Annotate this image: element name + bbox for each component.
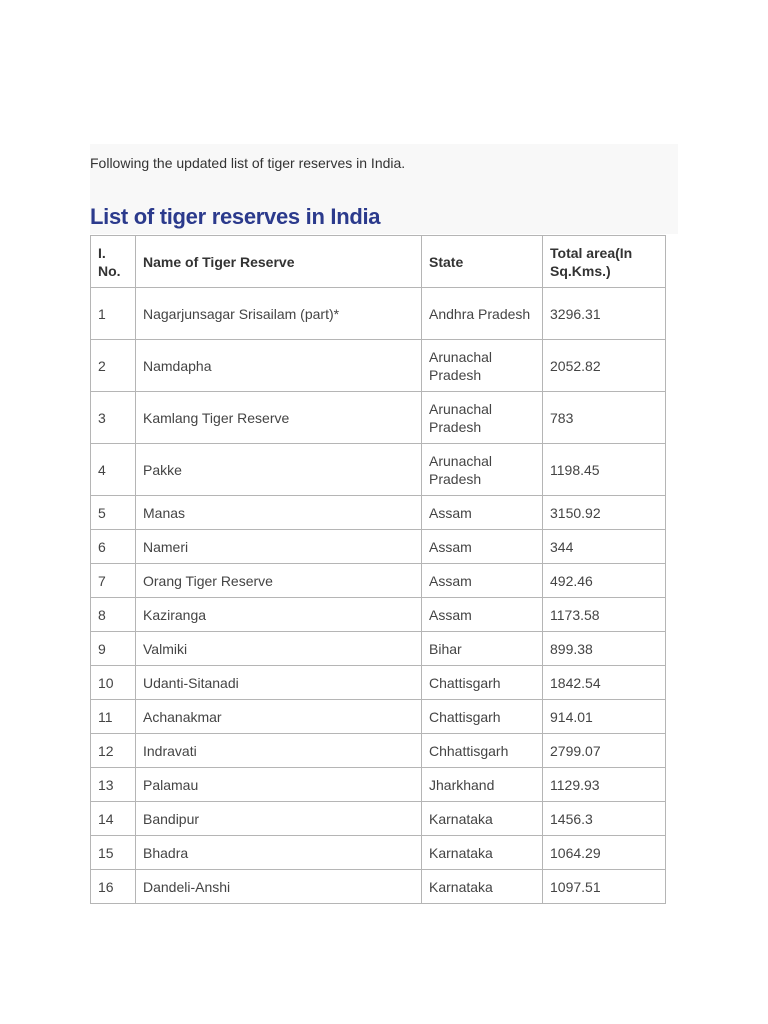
cell-serial-no: 7: [91, 564, 136, 598]
table-header-row: [91, 236, 666, 288]
cell-reserve-name: Orang Tiger Reserve: [136, 564, 422, 598]
table-row: [91, 802, 666, 836]
cell-total-area: 2052.82: [543, 340, 666, 392]
table-row: [91, 870, 666, 904]
cell-state: Assam: [422, 564, 543, 598]
cell-serial-no: 14: [91, 802, 136, 836]
cell-total-area: 783: [543, 392, 666, 444]
table-row: [91, 392, 666, 444]
cell-total-area: 3150.92: [543, 496, 666, 530]
header-serial-no: I. No.: [91, 236, 136, 288]
cell-serial-no: 5: [91, 496, 136, 530]
cell-reserve-name: Namdapha: [136, 340, 422, 392]
table-row: [91, 836, 666, 870]
table-row: [91, 564, 666, 598]
cell-total-area: 1064.29: [543, 836, 666, 870]
cell-serial-no: 8: [91, 598, 136, 632]
cell-state: Jharkhand: [422, 768, 543, 802]
page-title: List of tiger reserves in India: [90, 204, 381, 229]
table-row: [91, 598, 666, 632]
cell-state: Andhra Pradesh: [422, 288, 543, 340]
table-row: [91, 700, 666, 734]
cell-serial-no: 2: [91, 340, 136, 392]
cell-reserve-name: Indravati: [136, 734, 422, 768]
cell-reserve-name: Valmiki: [136, 632, 422, 666]
header-state: State: [422, 236, 543, 288]
cell-serial-no: 13: [91, 768, 136, 802]
cell-total-area: 914.01: [543, 700, 666, 734]
cell-total-area: 899.38: [543, 632, 666, 666]
table-row: [91, 496, 666, 530]
cell-reserve-name: Nameri: [136, 530, 422, 564]
cell-total-area: 1129.93: [543, 768, 666, 802]
cell-state: Chhattisgarh: [422, 734, 543, 768]
cell-total-area: 1842.54: [543, 666, 666, 700]
cell-total-area: 1173.58: [543, 598, 666, 632]
cell-serial-no: 16: [91, 870, 136, 904]
cell-state: Assam: [422, 598, 543, 632]
cell-serial-no: 6: [91, 530, 136, 564]
table-row: [91, 530, 666, 564]
cell-total-area: 492.46: [543, 564, 666, 598]
cell-serial-no: 12: [91, 734, 136, 768]
cell-state: Karnataka: [422, 802, 543, 836]
cell-serial-no: 11: [91, 700, 136, 734]
cell-serial-no: 10: [91, 666, 136, 700]
cell-serial-no: 9: [91, 632, 136, 666]
table-body: [91, 288, 666, 904]
cell-total-area: 1456.3: [543, 802, 666, 836]
cell-reserve-name: Palamau: [136, 768, 422, 802]
cell-state: Assam: [422, 530, 543, 564]
cell-reserve-name: Kamlang Tiger Reserve: [136, 392, 422, 444]
cell-serial-no: 4: [91, 444, 136, 496]
cell-reserve-name: Nagarjunsagar Srisailam (part)*: [136, 288, 422, 340]
table-row: [91, 666, 666, 700]
cell-state: Bihar: [422, 632, 543, 666]
header-total-area: Total area(In Sq.Kms.): [543, 236, 666, 288]
cell-reserve-name: Kaziranga: [136, 598, 422, 632]
cell-state: Arunachal Pradesh: [422, 392, 543, 444]
cell-state: Karnataka: [422, 870, 543, 904]
cell-reserve-name: Bandipur: [136, 802, 422, 836]
cell-total-area: 2799.07: [543, 734, 666, 768]
cell-serial-no: 3: [91, 392, 136, 444]
cell-reserve-name: Bhadra: [136, 836, 422, 870]
cell-state: Karnataka: [422, 836, 543, 870]
cell-reserve-name: Dandeli-Anshi: [136, 870, 422, 904]
cell-serial-no: 1: [91, 288, 136, 340]
cell-total-area: 344: [543, 530, 666, 564]
table-row: [91, 340, 666, 392]
header-reserve-name: Name of Tiger Reserve: [136, 236, 422, 288]
cell-state: Arunachal Pradesh: [422, 340, 543, 392]
cell-state: Chattisgarh: [422, 700, 543, 734]
cell-total-area: 1097.51: [543, 870, 666, 904]
table-row: [91, 444, 666, 496]
cell-state: Chattisgarh: [422, 666, 543, 700]
table-row: [91, 632, 666, 666]
cell-serial-no: 15: [91, 836, 136, 870]
cell-state: Assam: [422, 496, 543, 530]
cell-total-area: 3296.31: [543, 288, 666, 340]
cell-state: Arunachal Pradesh: [422, 444, 543, 496]
tiger-reserves-table: [90, 235, 666, 904]
intro-text: Following the updated list of tiger reserves in India.: [90, 155, 406, 171]
cell-reserve-name: Manas: [136, 496, 422, 530]
table-row: [91, 288, 666, 340]
cell-reserve-name: Pakke: [136, 444, 422, 496]
table-row: [91, 734, 666, 768]
table-row: [91, 768, 666, 802]
cell-reserve-name: Udanti-Sitanadi: [136, 666, 422, 700]
cell-total-area: 1198.45: [543, 444, 666, 496]
cell-reserve-name: Achanakmar: [136, 700, 422, 734]
